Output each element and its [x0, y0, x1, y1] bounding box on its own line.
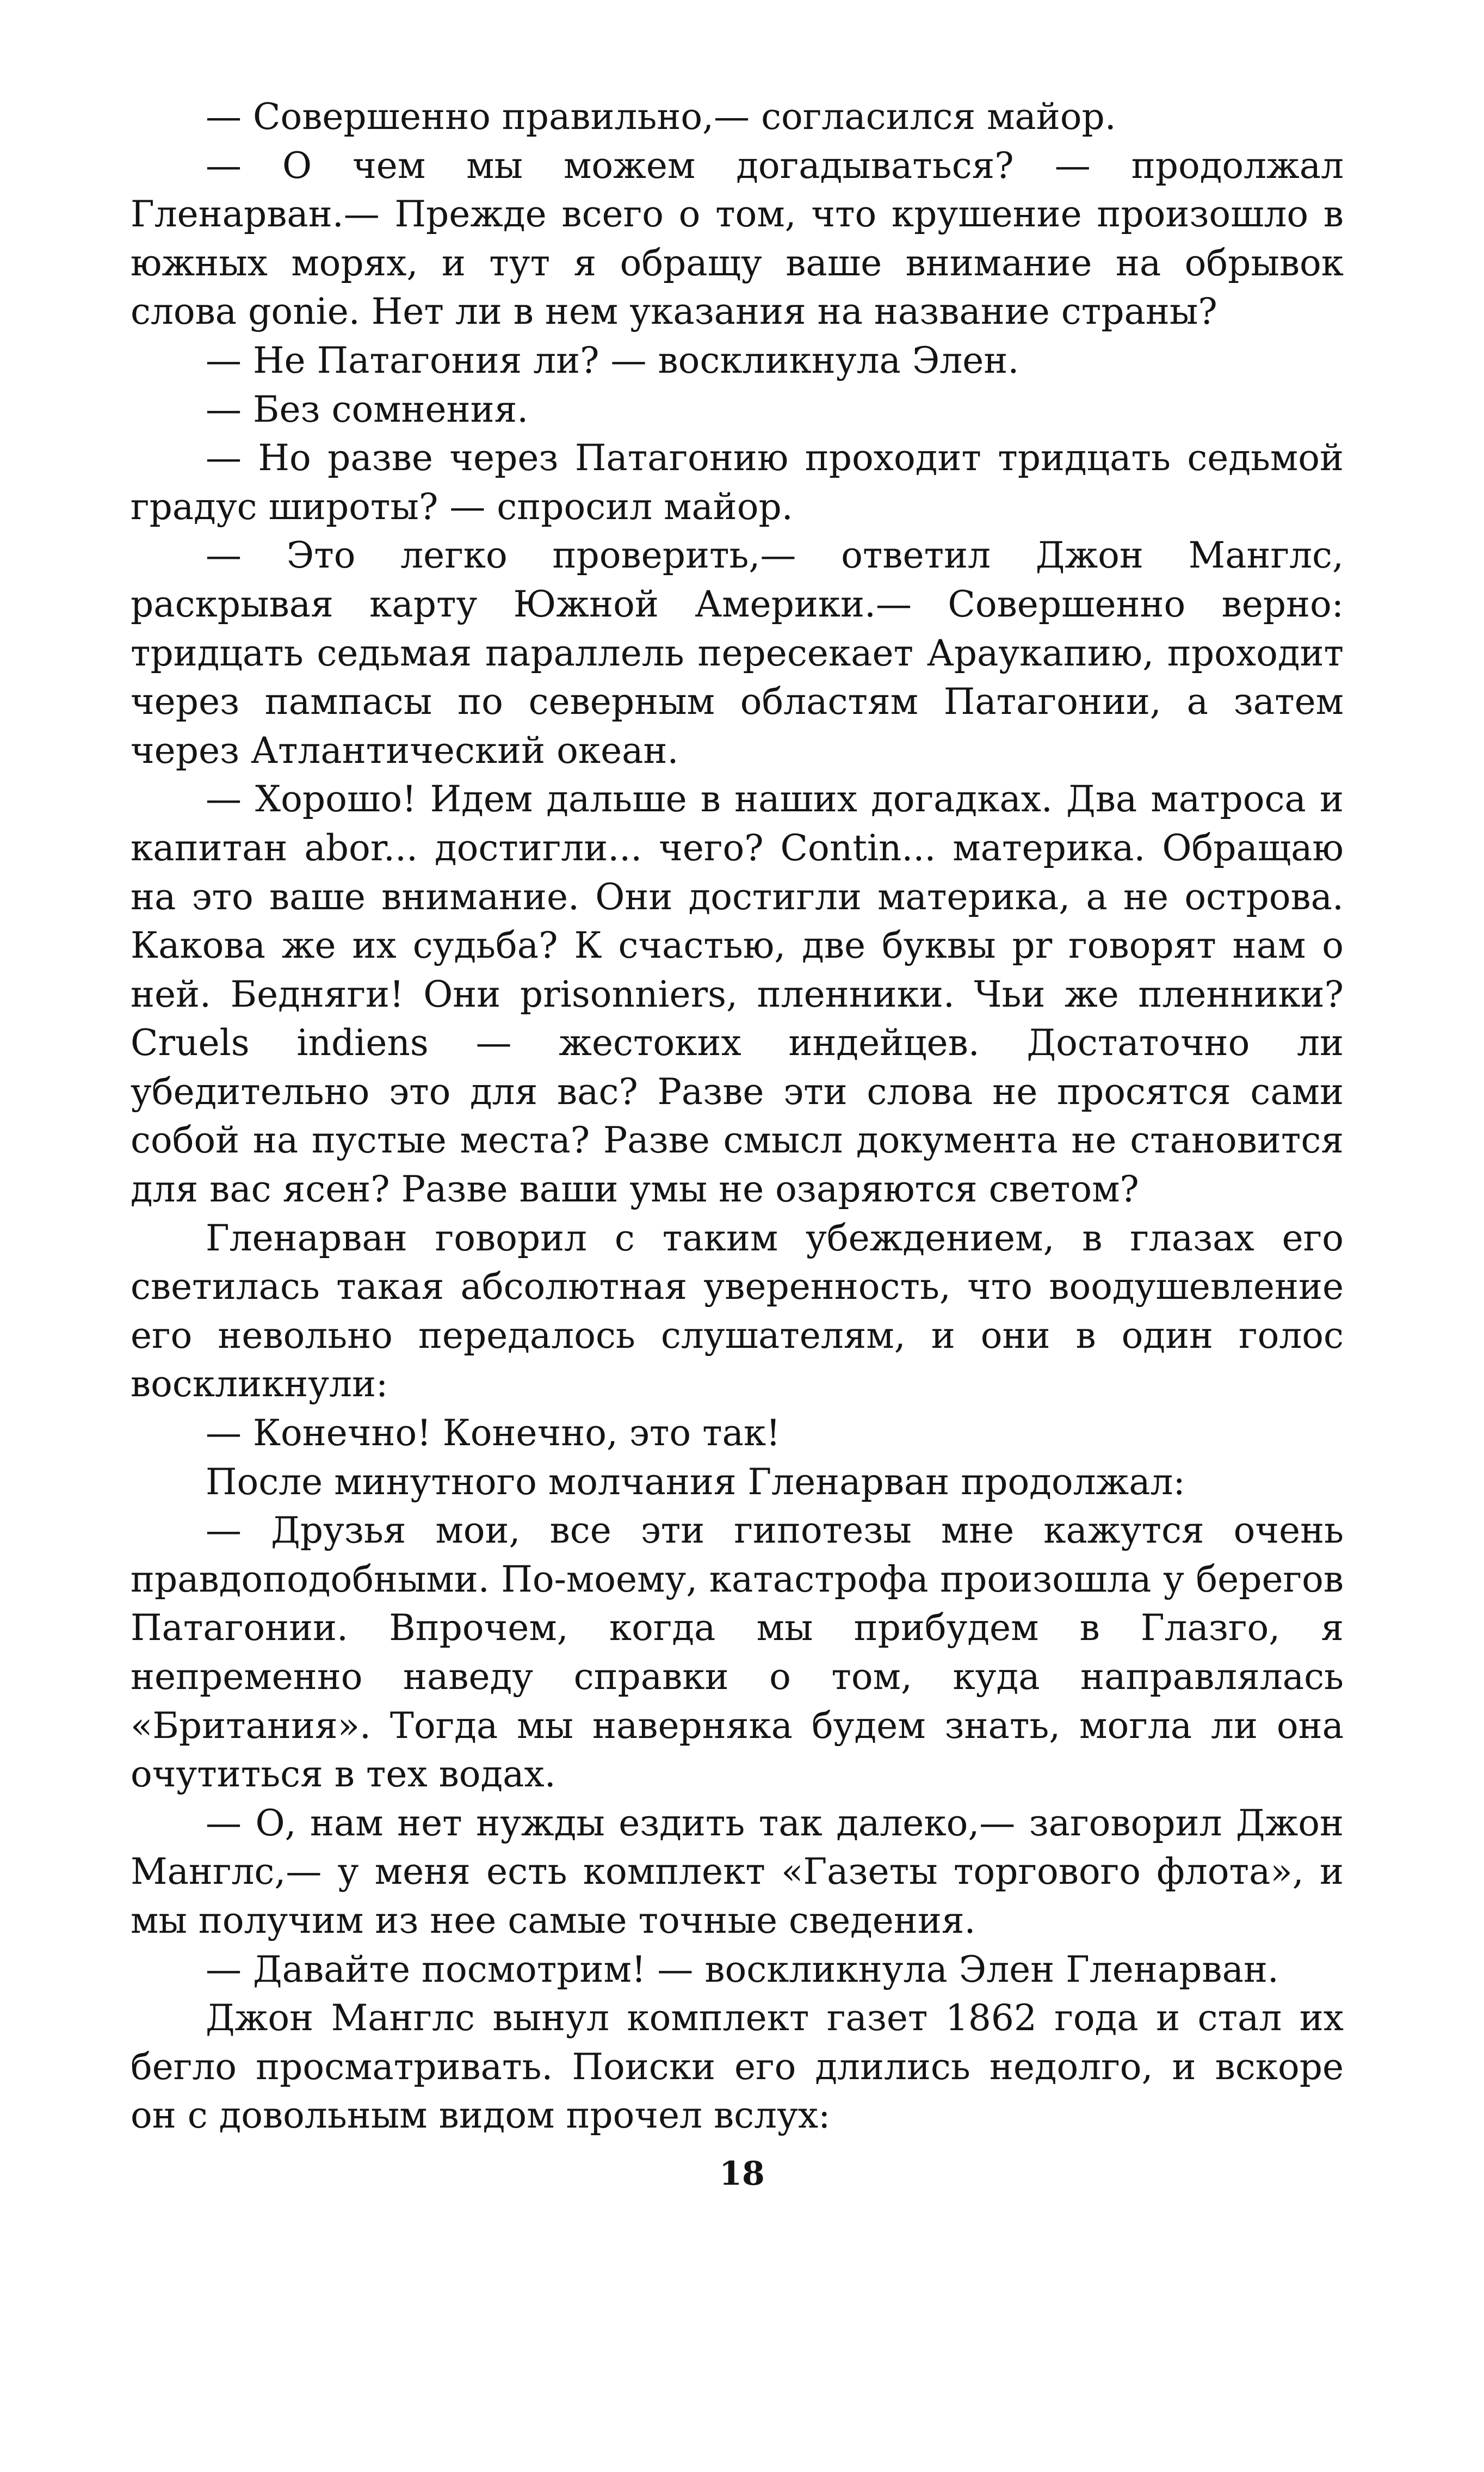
page-number: 18: [719, 2155, 765, 2193]
paragraph: Джон Манглс вынул комплект газет 1862 года и стал их бегло просматривать. Поиски его длились недолго, и вскоре он с довольным видом прочел вслух:: [131, 1997, 1344, 2137]
page-body: [131, 93, 1344, 2140]
paragraph: — Без сомнения.: [206, 388, 529, 430]
paragraph: — Хорошо! Идем дальше в наших догадках. Два матроса и капитан abor... достигли... чего? Contin... материка. Обращаю на это ваше внимание. Они достигли материка, а не острова. Какова же их судьба? К счастью, две буквы pr говорят нам о ней. Бедняги! Они prisonniers, пленники. Чьи же пленники? Cruels indiens — жестоких индейцев. Достаточно ли убедительно это для вас? Разве эти слова не просятся сами собой на пустые места? Разве смысл документа не становится для вас ясен? Разве ваши умы не озаряются светом?: [131, 778, 1344, 1211]
paragraph: — О чем мы можем догадываться? — продолжал Гленарван.— Прежде всего о том, что крушение произошло в южных морях, и тут я обращу ваше внимание на обрывок слова gonie. Нет ли в нем указания на название страны?: [131, 144, 1344, 333]
paragraph: — Конечно! Конечно, это так!: [206, 1412, 781, 1454]
paragraph: — Но разве через Патагонию проходит тридцать седьмой градус широты? — спросил майор.: [131, 437, 1344, 528]
paragraph: — Совершенно правильно,— согласился майор.: [206, 96, 1116, 138]
paragraph: — О, нам нет нужды ездить так далеко,— заговорил Джон Манглс,— у меня есть комплект «Газеты торгового флота», и мы получим из нее самые точные сведения.: [131, 1802, 1344, 1941]
paragraph: После минутного молчания Гленарван продолжал:: [206, 1460, 1185, 1503]
paragraph: — Не Патагония ли? — воскликнула Элен.: [206, 339, 1019, 381]
paragraph: — Давайте посмотрим! — воскликнула Элен Гленарван.: [206, 1948, 1279, 1990]
paragraph: — Друзья мои, все эти гипотезы мне кажутся очень правдоподобными. По-моему, катастрофа произошла у берегов Патагонии. Впрочем, когда мы прибудем в Глазго, я непременно наведу справки о том, куда направлялась «Британия». Тогда мы наверняка будем знать, могла ли она очутиться в тех водах.: [131, 1509, 1344, 1796]
paragraph: — Это легко проверить,— ответил Джон Манглс, раскрывая карту Южной Америки.— Совершенно верно: тридцать седьмая параллель пересекает Араукапию, проходит через пампасы по северным областям Патагонии, а затем через Атлантический океан.: [131, 534, 1344, 772]
paragraph: Гленарван говорил с таким убеждением, в глазах его светилась такая абсолютная уверенность, что воодушевление его невольно передалось слушателям, и они в один голос воскликнули:: [131, 1217, 1344, 1405]
